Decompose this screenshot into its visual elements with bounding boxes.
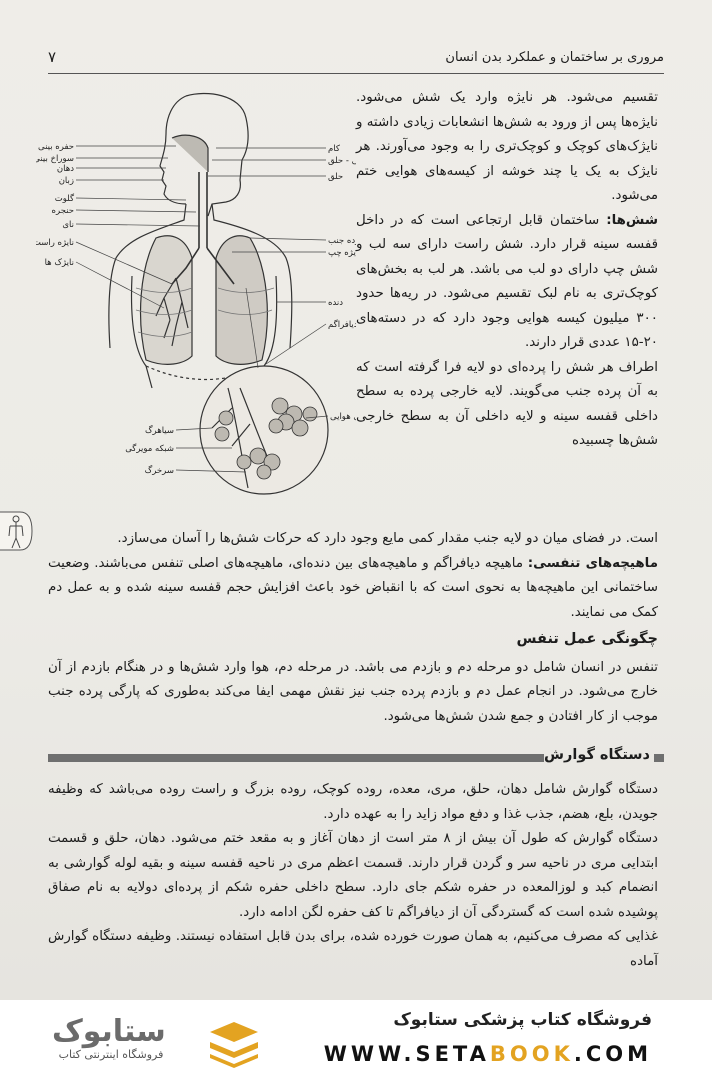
label-bronchioles: نایژک ها xyxy=(44,258,74,268)
label-left-bronchus: یژه چپ xyxy=(328,248,356,258)
label-epiglottis: گلوت xyxy=(54,194,74,204)
full-width-text xyxy=(48,527,658,729)
label-mouth: دهان xyxy=(56,164,74,174)
label-nasal-cavity: حفره بینی xyxy=(38,142,74,152)
url-prefix: WWW.SETA xyxy=(323,1042,490,1066)
label-rib: دنده xyxy=(328,298,344,308)
page-header xyxy=(48,48,664,72)
paragraph-digestive-2: دستگاه گوارش که طول آن بیش از ۸ متر است از دهان آغاز و به مقعد ختم می‌شود. دهان، حلق و قسمت ابتدایی مری در ناحیه سر و گردن قرار دارند. قسمت اعظم مری در ناحیه قفسه سینه و بقیه لوله گوارشی به انضمام کبد و لوزالمعده در حفره شکم جای دارد. سطح داخلی حفره شکم از پرده‌ای دولایه به نام صفاق پوشیده شده است که گستردگی آن از دیافراگم تا کف حفره لگن ادامه دارد. xyxy=(48,831,659,920)
paragraph-lungs-text: ساختمان قابل ارتجاعی است که در داخل قفسه سینه قرار دارد. شش راست دارای سه لب و شش چپ دارای دو لب می باشد. هر لب به بخش‌های کوچک‌تری به نام لبک تقسیم می‌شود. در ریه‌ها حدود ۳۰۰ میلیون کیسه هوایی وجود دارد که در دسته‌های ۲۰-۱۵ عددی قرار دارند. xyxy=(356,212,658,350)
text-column xyxy=(356,86,658,454)
subheading-breathing: چگونگی عمل تنفس xyxy=(516,631,658,647)
label-air-sacs: هوایی xyxy=(330,412,351,422)
label-palate: کام xyxy=(328,144,340,154)
paragraph-muscles-text: ماهیچه دیافراگم و ماهیچه‌های بین دنده‌ای، ماهیچه‌های اصلی تنفس می‌باشند. وضعیت ساختمانی این ماهیچه‌ها به نحوی است که با انقباض خود باعث افزایش حجم قفسه سینه شده و به عمل دم کمک می نمایند. xyxy=(48,555,658,620)
label-diaphragm: دیافراگم xyxy=(328,320,356,330)
header-rule xyxy=(48,73,664,74)
heading-dash xyxy=(654,754,664,762)
term-lungs: شش‌ها: xyxy=(606,212,658,228)
respiratory-diagram xyxy=(36,88,356,508)
paragraph-digestive-1: دستگاه گوارش شامل دهان، حلق، مری، معده، روده کوچک، روده بزرگ و راست روده می‌باشد که وظیفه جویدن، بلع، هضم، جذب غذا و دفع مواد زاید را به عهده دارد. xyxy=(48,782,658,822)
label-larynx: حنجره xyxy=(51,206,74,216)
store-url[interactable] xyxy=(324,1042,652,1066)
page-number: ۷ xyxy=(48,48,57,66)
label-nostril: سوراخ بینی xyxy=(36,154,74,164)
logo-tagline: فروشگاه اینترنتی کتاب xyxy=(58,1048,164,1061)
paragraph-breathing: تنفس در انسان شامل دو مرحله دم و بازدم می باشد. در مرحله دم، هوا وارد شش‌ها و در هنگام بازدم از آن خارج می‌شود. در انجام عمل دم و بازدم پرده جنب نیز نقش مهمی ایفا می‌کند به‌طوری که پارگی پرده جنب موجب از کار افتادن و جمع شدن شش‌ها می‌شود. xyxy=(48,659,658,724)
human-body-icon xyxy=(0,508,34,554)
paragraph-digestive-3: غذایی که مصرف می‌کنیم، به همان صورت خورده شده، برای بدن قابل استفاده نیستند. وظیفه دستگاه گوارش آماده xyxy=(48,929,658,969)
heading-bar xyxy=(48,754,544,762)
label-pleura: ده جنب xyxy=(328,236,356,246)
section-title: دستگاه گوارش xyxy=(544,747,650,763)
book-stack-icon xyxy=(206,1018,262,1068)
label-nasopharynx: ی - حلق xyxy=(328,156,356,166)
label-tongue: زبان xyxy=(58,176,74,186)
term-respiratory-muscles: ماهیچه‌های تنفسی: xyxy=(527,555,658,571)
label-vein: سیاهرگ xyxy=(144,426,174,436)
logo-wordmark: ستابوک xyxy=(52,1014,166,1049)
label-right-bronchus: نایژه راست xyxy=(36,238,74,248)
label-trachea: نای xyxy=(62,220,74,230)
label-capillary-network: شبکه مویرگی xyxy=(125,444,174,454)
label-artery: سرخرگ xyxy=(144,466,174,476)
section-heading-band xyxy=(48,748,664,770)
label-pharynx: حلق xyxy=(328,172,344,182)
store-name: فروشگاه کتاب پزشکی ستابوک xyxy=(393,1010,652,1030)
store-footer xyxy=(0,1000,712,1080)
paragraph-pleura: اطراف هر شش را پرده‌ای دو لایه فرا گرفته است که به آن پرده جنب می‌گویند. لایه خارجی پرده به سطح داخلی قفسه سینه و لایه داخلی آن به سطح خارجی شش‌ها چسبیده xyxy=(356,359,658,448)
url-accent: BOOK xyxy=(489,1042,574,1066)
paragraph-lungs xyxy=(356,209,658,356)
store-logo xyxy=(36,1014,266,1070)
paragraph-pleura-end: است. در فضای میان دو لایه جنب مقدار کمی مایع وجود دارد که حرکات شش‌ها را آسان می‌سازد. xyxy=(117,531,658,546)
url-suffix: .COM xyxy=(573,1042,652,1066)
running-title: مروری بر ساختمان و عملکرد بدن انسان xyxy=(445,50,664,65)
paragraph-bronchi: تقسیم می‌شود. هر نایژه وارد یک شش می‌شود. نایژه‌ها پس از ورود به شش‌ها انشعابات زیادی داشته و نایژک‌های کوچک و کوچک‌تری را به وجود می‌آورند. هر نایژک به یک یا چند خوشه از کیسه‌های هوایی ختم می‌شود. xyxy=(356,90,658,203)
paragraph-muscles xyxy=(48,552,658,626)
digestive-section-text xyxy=(48,778,658,974)
respiratory-system-figure xyxy=(36,88,356,508)
